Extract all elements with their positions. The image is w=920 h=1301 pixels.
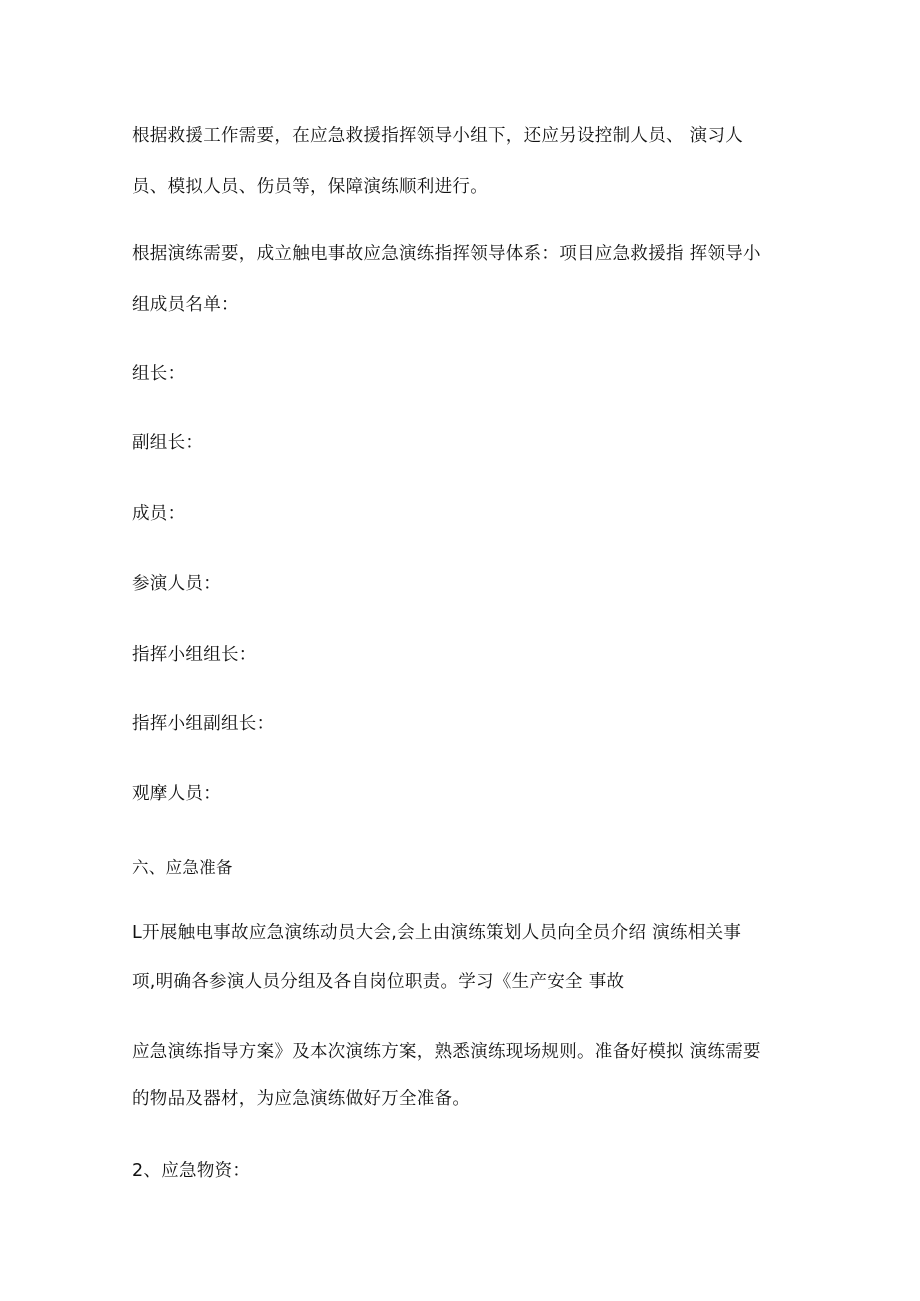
- field-label: 参演人员：: [132, 574, 221, 594]
- paragraph-line: 根据演练需要，成立触电事故应急演练指挥领导体系：项目应急救援指 挥领导小: [132, 244, 761, 264]
- paragraph-line: 的物品及器材，为应急演练做好万全准备。: [132, 1089, 471, 1109]
- paragraph-line: L开展触电事故应急演练动员大会,会上由演练策划人员向全员介绍 演练相关事: [132, 923, 742, 943]
- field-label: 观摩人员：: [132, 784, 221, 804]
- field-label: 组长：: [132, 364, 186, 384]
- paragraph-line: 员、模拟人员、伤员等，保障演练顺利进行。: [132, 177, 488, 197]
- paragraph-line: 根据救援工作需要，在应急救援指挥领导小组下，还应另设控制人员、 演习人: [132, 126, 744, 146]
- field-label: 指挥小组组长：: [132, 645, 257, 665]
- section-heading: 六、应急准备: [132, 858, 233, 877]
- paragraph-line: 项,明确各参演人员分组及各自岗位职责。学习《生产安全 事故: [132, 972, 625, 992]
- paragraph-line: 组成员名单：: [132, 295, 239, 315]
- field-label: 成员：: [132, 504, 186, 524]
- field-label: 指挥小组副组长：: [132, 714, 275, 734]
- paragraph-line: 应急演练指导方案》及本次演练方案，熟悉演练现场规则。准备好模拟 演练需要: [132, 1042, 761, 1062]
- list-item: 2、应急物资：: [132, 1161, 251, 1181]
- field-label: 副组长：: [132, 433, 204, 453]
